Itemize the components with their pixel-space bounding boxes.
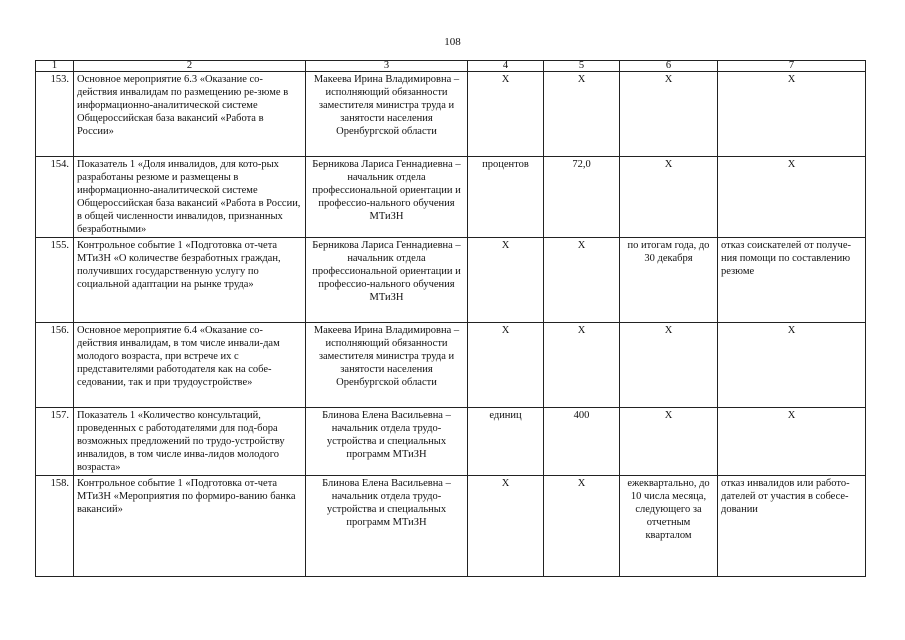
row-number: 154. <box>36 157 74 238</box>
measure-name: Контрольное событие 1 «Подготовка от-чета МТиЗН «Мероприятия по формиро-ванию банка вакансий» <box>74 476 306 577</box>
value-cell: Х <box>544 323 620 408</box>
deadline-cell: по итогам года, до 30 декабря <box>620 238 718 323</box>
row-number: 153. <box>36 72 74 157</box>
responsible-name: Макеева Ирина Владимировна – <box>313 74 460 85</box>
table-row <box>36 408 866 476</box>
responsible-cell <box>306 408 468 476</box>
responsible-cell <box>306 323 468 408</box>
responsible-name: Блинова Елена Васильевна – <box>322 478 451 489</box>
responsible-cell <box>306 476 468 577</box>
responsible-role: начальник отдела профессиональной ориентации и профессио-нального обучения МТиЗН <box>312 253 461 303</box>
deadline-cell: Х <box>620 408 718 476</box>
unit-cell: Х <box>468 72 544 157</box>
row-number: 158. <box>36 476 74 577</box>
column-header-6: 6 <box>620 61 718 72</box>
measures-table <box>35 60 866 577</box>
responsible-cell <box>306 157 468 238</box>
deadline-cell: Х <box>620 157 718 238</box>
table-row <box>36 72 866 157</box>
column-header-4: 4 <box>468 61 544 72</box>
unit-cell: процентов <box>468 157 544 238</box>
value-cell: Х <box>544 72 620 157</box>
unit-cell: Х <box>468 476 544 577</box>
row-number: 156. <box>36 323 74 408</box>
responsible-cell <box>306 238 468 323</box>
column-header-3: 3 <box>306 61 468 72</box>
table-row <box>36 476 866 577</box>
risk-cell: отказ соискателей от получе-ния помощи по составлению резюме <box>718 238 866 323</box>
deadline-cell: ежеквартально, до 10 числа месяца, следующего за отчетным кварталом <box>620 476 718 577</box>
responsible-name: Берникова Лариса Геннадиевна – <box>312 159 461 170</box>
responsible-name: Макеева Ирина Владимировна – <box>313 325 460 336</box>
row-number: 155. <box>36 238 74 323</box>
responsible-role: начальник отдела трудо-устройства и специальных программ МТиЗН <box>326 491 447 528</box>
measure-name: Показатель 1 «Количество консультаций, проведенных с работодателями для под-бора возможных предложений по трудо-устройству инвалидов, в том числе инва-лидов молодого возраста» <box>74 408 306 476</box>
table-row <box>36 323 866 408</box>
column-header-5: 5 <box>544 61 620 72</box>
measure-name: Основное мероприятие 6.3 «Оказание со-действия инвалидам по размещению ре-зюме в информационно-аналитической системе Общероссийская база вакансий «Работа в России» <box>74 72 306 157</box>
risk-cell: Х <box>718 72 866 157</box>
measure-name: Контрольное событие 1 «Подготовка от-чета МТиЗН «О количестве безработных граждан, получивших государственную услугу по социальной адаптации на рынке труда» <box>74 238 306 323</box>
unit-cell: Х <box>468 238 544 323</box>
risk-cell: отказ инвалидов или работо-дателей от участия в собесе-довании <box>718 476 866 577</box>
responsible-role: начальник отдела профессиональной ориентации и профессио-нального обучения МТиЗН <box>312 172 461 222</box>
measure-name: Основное мероприятие 6.4 «Оказание со-действия инвалидам, в том числе инвали-дам молодого возраста, при встрече их с представителями работодателя как на собе-седовании, так и при трудоустройстве» <box>74 323 306 408</box>
value-cell: Х <box>544 476 620 577</box>
deadline-cell: Х <box>620 323 718 408</box>
unit-cell: единиц <box>468 408 544 476</box>
risk-cell: Х <box>718 408 866 476</box>
value-cell: Х <box>544 238 620 323</box>
unit-cell: Х <box>468 323 544 408</box>
responsible-name: Берникова Лариса Геннадиевна – <box>312 240 461 251</box>
deadline-cell: Х <box>620 72 718 157</box>
responsible-role: исполняющий обязанности заместителя министра труда и занятости населения Оренбургской области <box>318 338 455 388</box>
row-number: 157. <box>36 408 74 476</box>
column-header-1: 1 <box>36 61 74 72</box>
column-header-2: 2 <box>74 61 306 72</box>
page-number: 108 <box>444 36 461 48</box>
risk-cell: Х <box>718 323 866 408</box>
table-header-row <box>36 61 866 72</box>
responsible-name: Блинова Елена Васильевна – <box>322 410 451 421</box>
risk-cell: Х <box>718 157 866 238</box>
column-header-7: 7 <box>718 61 866 72</box>
table-row <box>36 238 866 323</box>
value-cell: 400 <box>544 408 620 476</box>
measure-name: Показатель 1 «Доля инвалидов, для кото-рых разработаны резюме и размещены в информационно-аналитической системе Общероссийская база вакансий «Работа в России, в общей численности инвалидов, признанных безработными» <box>74 157 306 238</box>
responsible-role: исполняющий обязанности заместителя министра труда и занятости населения Оренбургской области <box>318 87 455 137</box>
table-row <box>36 157 866 238</box>
responsible-cell <box>306 72 468 157</box>
value-cell: 72,0 <box>544 157 620 238</box>
responsible-role: начальник отдела трудо-устройства и специальных программ МТиЗН <box>326 423 447 460</box>
